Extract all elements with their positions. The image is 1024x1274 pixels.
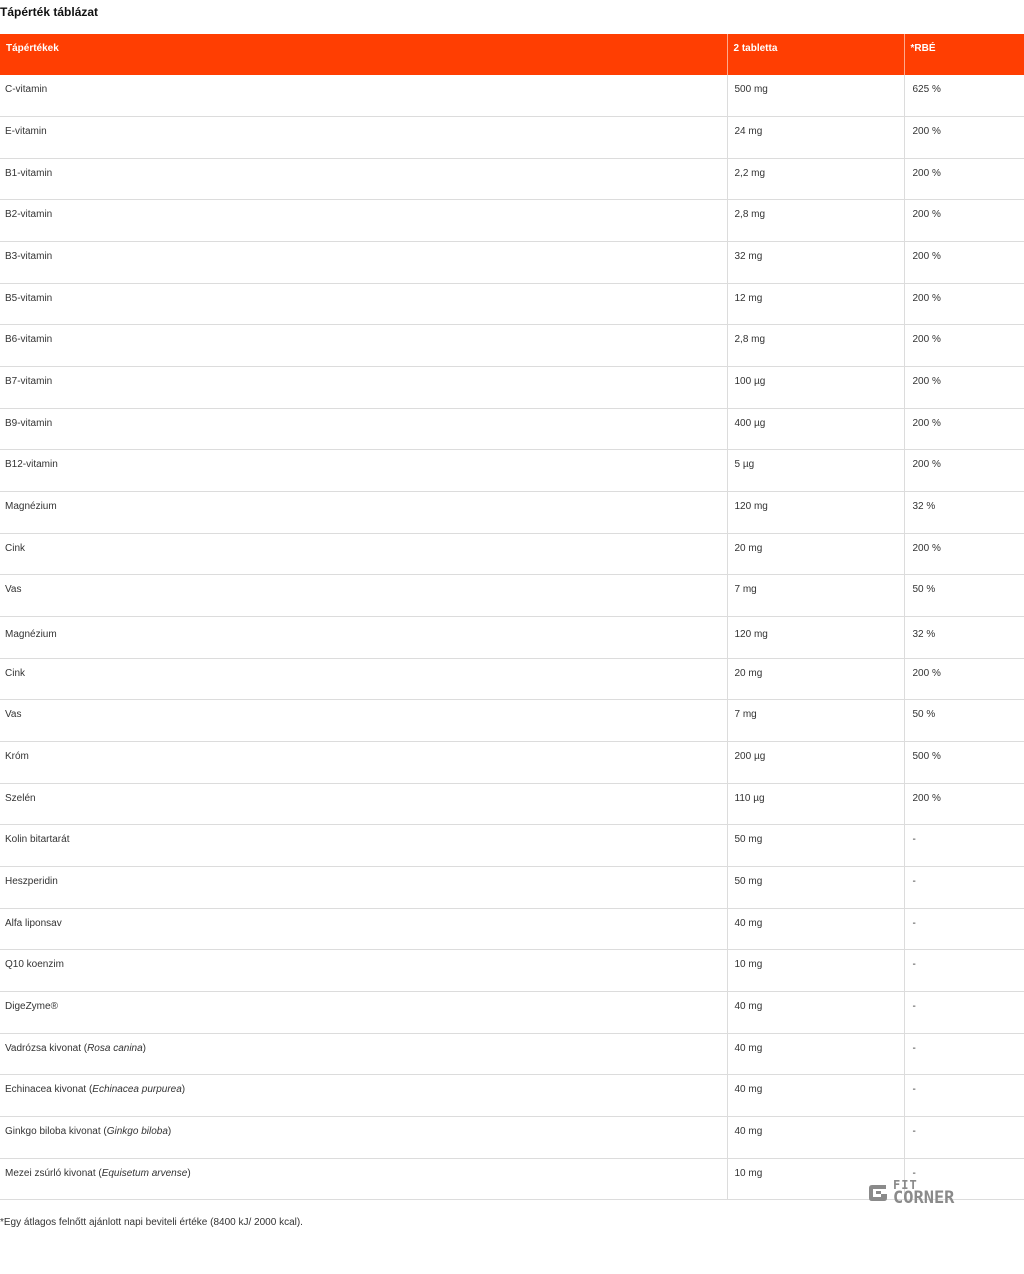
table-header-row <box>0 34 1024 75</box>
nutrient-name-cell: Echinacea kivonat (Echinacea purpurea) <box>0 1075 727 1117</box>
nutrition-table <box>0 34 1024 1200</box>
nutrient-name: Magnézium <box>5 629 57 641</box>
amount-cell: 40 mg <box>727 1116 904 1158</box>
rbe-cell: 200 % <box>904 367 1024 409</box>
nutrient-name: Cink <box>5 542 26 554</box>
table-row <box>0 1075 1024 1117</box>
rbe-cell: - <box>904 1116 1024 1158</box>
amount-cell: 32 mg <box>727 242 904 284</box>
rbe-cell: - <box>904 825 1024 867</box>
rbe-cell: 200 % <box>904 200 1024 242</box>
fitcorner-logo <box>866 1180 954 1206</box>
nutrient-name-cell <box>0 617 727 659</box>
rbe-cell: 625 % <box>904 75 1024 117</box>
footnote: *Egy átlagos felnőtt ajánlott napi beviteli értéke (8400 kJ/ 2000 kcal). <box>0 1217 303 1228</box>
table-row <box>0 700 1024 742</box>
amount-cell: 40 mg <box>727 908 904 950</box>
latin-name: Rosa canina <box>87 1042 143 1054</box>
nutrient-name-cell <box>0 408 727 450</box>
amount-cell: 20 mg <box>727 533 904 575</box>
nutrient-name: Mezei zsúrló kivonat <box>5 1167 96 1179</box>
table-row <box>0 408 1024 450</box>
table-row <box>0 991 1024 1033</box>
table-row <box>0 158 1024 200</box>
rbe-cell: - <box>904 950 1024 992</box>
nutrient-name: Ginkgo biloba kivonat <box>5 1125 101 1137</box>
rbe-cell: 32 % <box>904 617 1024 659</box>
rbe-cell: 32 % <box>904 492 1024 534</box>
nutrient-name-cell <box>0 283 727 325</box>
amount-cell: 120 mg <box>727 617 904 659</box>
nutrient-name-cell <box>0 825 727 867</box>
nutrient-name-cell <box>0 325 727 367</box>
amount-cell: 5 µg <box>727 450 904 492</box>
amount-cell: 40 mg <box>727 1033 904 1075</box>
nutrient-name-cell <box>0 991 727 1033</box>
nutrient-name-cell <box>0 200 727 242</box>
nutrient-name: Q10 koenzim <box>5 959 64 971</box>
rbe-cell: 500 % <box>904 742 1024 784</box>
rbe-cell: 200 % <box>904 658 1024 700</box>
nutrient-name: Echinacea kivonat <box>5 1084 87 1096</box>
nutrient-name-cell <box>0 450 727 492</box>
nutrient-name: E-vitamin <box>5 126 47 138</box>
nutrient-name: Cink <box>5 667 26 679</box>
rbe-cell: 200 % <box>904 450 1024 492</box>
nutrient-name-cell <box>0 658 727 700</box>
logo-line-1: FIT <box>893 1178 918 1192</box>
logo-mark-icon <box>866 1181 890 1205</box>
nutrient-name: Kolin bitartarát <box>5 834 70 846</box>
amount-cell: 50 mg <box>727 866 904 908</box>
amount-cell: 2,8 mg <box>727 325 904 367</box>
nutrient-name: B6-vitamin <box>5 334 53 346</box>
amount-cell: 24 mg <box>727 117 904 159</box>
table-body <box>0 75 1024 1200</box>
nutrient-name: DigeZyme® <box>5 1000 58 1012</box>
rbe-cell: 50 % <box>904 575 1024 617</box>
table-row <box>0 283 1024 325</box>
rbe-cell: - <box>904 866 1024 908</box>
table-row <box>0 492 1024 534</box>
nutrient-name-cell <box>0 75 727 117</box>
amount-cell: 200 µg <box>727 742 904 784</box>
amount-cell: 10 mg <box>727 950 904 992</box>
header-rbe: *RBÉ <box>910 43 936 54</box>
rbe-cell: 200 % <box>904 533 1024 575</box>
nutrient-name-cell <box>0 242 727 284</box>
latin-name: Equisetum arvense <box>101 1167 188 1179</box>
logo-line-2: CORNER <box>893 1188 955 1208</box>
table-row <box>0 950 1024 992</box>
nutrient-name-cell <box>0 533 727 575</box>
rbe-cell: 200 % <box>904 283 1024 325</box>
rbe-cell: 200 % <box>904 408 1024 450</box>
table-row <box>0 575 1024 617</box>
table-row <box>0 742 1024 784</box>
amount-cell: 50 mg <box>727 825 904 867</box>
table-row <box>0 866 1024 908</box>
nutrient-name-cell: Ginkgo biloba kivonat (Ginkgo biloba) <box>0 1116 727 1158</box>
amount-cell: 100 µg <box>727 367 904 409</box>
amount-cell: 12 mg <box>727 283 904 325</box>
amount-cell: 2,8 mg <box>727 200 904 242</box>
table-row <box>0 783 1024 825</box>
nutrient-name: B12-vitamin <box>5 459 58 471</box>
amount-cell: 500 mg <box>727 75 904 117</box>
table-row <box>0 658 1024 700</box>
nutrient-name: Króm <box>5 751 29 762</box>
table-row <box>0 75 1024 117</box>
nutrient-name-cell <box>0 158 727 200</box>
header-nutrients: Tápértékek <box>0 34 727 75</box>
nutrient-name: Vas <box>5 709 22 721</box>
nutrient-name: B7-vitamin <box>5 376 53 388</box>
nutrient-name: B1-vitamin <box>5 167 53 179</box>
rbe-cell: 200 % <box>904 242 1024 284</box>
nutrient-name-cell <box>0 866 727 908</box>
amount-cell: 110 µg <box>727 783 904 825</box>
nutrient-name: Alfa liponsav <box>5 917 62 929</box>
rbe-cell: 200 % <box>904 783 1024 825</box>
table-row <box>0 908 1024 950</box>
amount-cell: 120 mg <box>727 492 904 534</box>
nutrient-name: B3-vitamin <box>5 251 53 263</box>
table-row <box>0 242 1024 284</box>
table-row <box>0 325 1024 367</box>
header-amount: 2 tabletta <box>727 34 904 75</box>
rbe-cell: - <box>904 1158 1024 1200</box>
table-row <box>0 367 1024 409</box>
nutrient-name-cell <box>0 908 727 950</box>
nutrient-name-cell <box>0 700 727 742</box>
nutrient-name: B9-vitamin <box>5 417 53 429</box>
nutrient-name: Heszperidin <box>5 875 58 887</box>
amount-cell: 2,2 mg <box>727 158 904 200</box>
nutrient-name-cell <box>0 950 727 992</box>
table-row <box>0 825 1024 867</box>
rbe-cell: - <box>904 1075 1024 1117</box>
rbe-cell: 200 % <box>904 158 1024 200</box>
table-row <box>0 117 1024 159</box>
nutrient-name-cell <box>0 117 727 159</box>
amount-cell: 20 mg <box>727 658 904 700</box>
amount-cell: 7 mg <box>727 700 904 742</box>
amount-cell: 10 mg <box>727 1158 904 1200</box>
nutrient-name: Magnézium <box>5 501 57 513</box>
rbe-cell: - <box>904 991 1024 1033</box>
amount-cell: 400 µg <box>727 408 904 450</box>
nutrient-name-cell <box>0 575 727 617</box>
rbe-cell: 200 % <box>904 325 1024 367</box>
nutrient-name-cell <box>0 742 727 784</box>
amount-cell: 7 mg <box>727 575 904 617</box>
table-row <box>0 533 1024 575</box>
table-row <box>0 200 1024 242</box>
nutrient-name-cell <box>0 367 727 409</box>
latin-name: Ginkgo biloba <box>106 1125 168 1137</box>
nutrient-name: C-vitamin <box>5 84 48 95</box>
nutrient-name: B2-vitamin <box>5 209 53 221</box>
nutrient-name-cell <box>0 492 727 534</box>
amount-cell: 40 mg <box>727 1075 904 1117</box>
nutrient-name-cell <box>0 783 727 825</box>
rbe-cell: - <box>904 1033 1024 1075</box>
table-row <box>0 450 1024 492</box>
nutrient-name: Vadrózsa kivonat <box>5 1042 81 1054</box>
nutrient-name-cell: Vadrózsa kivonat (Rosa canina) <box>0 1033 727 1075</box>
table-row <box>0 1116 1024 1158</box>
table-row <box>0 617 1024 659</box>
rbe-cell: 50 % <box>904 700 1024 742</box>
table-row <box>0 1033 1024 1075</box>
latin-name: Echinacea purpurea <box>92 1084 182 1096</box>
page-title: Tápérték táblázat <box>0 5 99 19</box>
nutrient-name: Szelén <box>5 792 36 804</box>
nutrient-name-cell: Mezei zsúrló kivonat (Equisetum arvense) <box>0 1158 727 1200</box>
nutrient-name: Vas <box>5 584 22 596</box>
rbe-cell: - <box>904 908 1024 950</box>
nutrient-name: B5-vitamin <box>5 292 53 304</box>
amount-cell: 40 mg <box>727 991 904 1033</box>
rbe-cell: 200 % <box>904 117 1024 159</box>
